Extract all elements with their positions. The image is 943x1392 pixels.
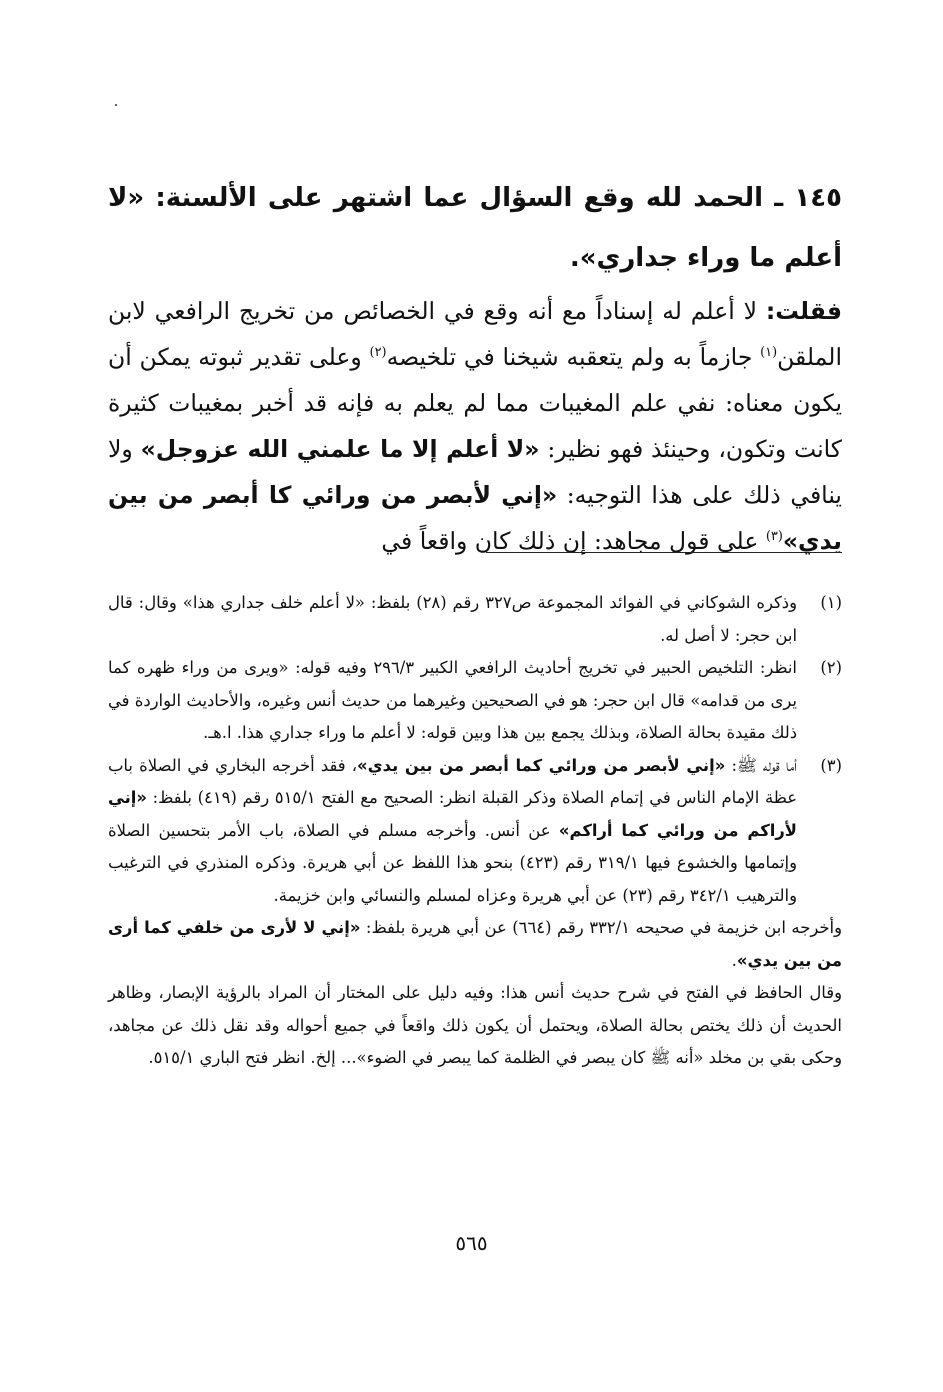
main-text-block <box>108 168 842 564</box>
hadith-quote: «إني لأبصر من ورائي كما أبصر من بين يدي» <box>357 755 726 775</box>
main-paragraph <box>108 288 842 564</box>
hadith-quote: «إني لأراكم من ورائي كما أراكم» <box>108 788 797 840</box>
text-run: وأخرجه ابن خزيمة في صحيحه ٣٣٢/١ رقم (٦٦٤) عن أبي هريرة بلفظ: <box>360 918 842 937</box>
footnote-ref-1[interactable]: (١) <box>760 345 778 361</box>
footnote-number: (١) <box>820 593 842 612</box>
footnote-text: وذكره الشوكاني في الفوائد المجموعة ص٣٢٧ رقم (٢٨) بلفظ: «لا أعلم خلف جداري هذا» وقال: قال ابن حجر: لا أصل له. <box>108 593 798 645</box>
footnote-continuation-1 <box>108 912 842 977</box>
hadith-quote: «إني لا لأرى من خلفي كما أرى من بين يدي» <box>108 918 842 970</box>
footnote-1 <box>108 587 842 652</box>
scan-speck <box>115 104 117 106</box>
footnote-text <box>108 750 797 913</box>
text-run: عن أنس. وأخرجه مسلم في الصلاة، باب الأمر بتحسين الصلاة وإتمامها والخشوع فيها ٣١٩/١ رقم (٤٢٣) بنحو هذا اللفظ عن أبي هريرة. وذكره المنذري في الترغيب والترهيب ٣٤٢/١ رقم (٢٣) عن أبي هريرة وعزاه لمسلم والنسائي وابن خزيمة. <box>108 820 798 905</box>
text-run: ولا ينافي ذلك على هذا التوجيه: <box>108 435 842 509</box>
footnotes <box>108 587 842 1075</box>
footnote-ref-3[interactable]: (٣) <box>765 529 783 545</box>
footnote-2 <box>108 652 842 750</box>
footnote-3 <box>108 750 842 913</box>
footnote-text: انظر: التلخيص الحبير في تخريج أحاديث الرافعي الكبير ٢٩٦/٣ وفيه قوله: «ويرى من وراء ظهره كما يرى من قدامه» قال ابن حجر: هو في الصحيحين وغيرهما من حديث أنس وغيره، والأحاديث الواردة في ذلك مقيدة بحالة الصلاة، وبذلك يجمع بين هذا وبين قوله: لا أعلم ما وراء جداري هذا. ا.هـ. <box>108 658 797 742</box>
quote-2: «إني لأبصر من ورائي كا أبصر من بين يدي» <box>108 481 842 555</box>
quote-1: «لا أعلم إلا ما علمني الله عزوجل» <box>140 435 540 463</box>
text-run: ، فقد أخرجه البخاري في الصلاة باب عظة الإمام الناس في إتمام الصلاة وذكر القبلة انظر: الصحيح مع الفتح ٥١٥/١ رقم (٤١٩) بلفظ: <box>108 755 797 807</box>
text-run: وعلى تقدير ثبوته يمكن أن يكون معناه: نفي علم المغيبات مما لم يعلم به فإنه قد أخبر بمغيبات كثيرة كانت وتكون، وحينئذ فهو نظير: <box>108 343 842 463</box>
entry-heading: ١٤٥ ـ الحمد لله وقع السؤال عما اشتهر على الألسنة: «لا أعلم ما وراء جداري». <box>108 183 842 273</box>
text-run: . <box>731 950 737 970</box>
footnote-continuation-2: وقال الحافظ في الفتح في شرح حديث أنس هذا: وفيه دليل على المختار أن المراد بالرؤية الإبصار، وظاهر الحديث أن ذلك يختص بحالة الصلاة، ويحتمل أن يكون ذلك واقعاً في جميع أحواله وقد نقل ذلك عن مجاهد، وحكى بقي بن مخلد «أنه ﷺ كان يبصر في الظلمة كما يبصر في الضوء»... إلخ. انظر فتح الباري ٥١٥/١. <box>108 983 842 1067</box>
text-run: جازماً به ولم يتعقبه شيخنا في تلخيصه <box>386 343 761 371</box>
text-run: على قول مجاهد: إن ذلك كان واقعاً في <box>381 527 766 555</box>
footnote-number: (٣) <box>820 755 842 775</box>
text-run: أما قوله ﷺ: <box>725 755 797 775</box>
footnote-ref-2[interactable]: (٢) <box>369 345 387 361</box>
page-number: ٥٦٥ <box>455 1231 488 1255</box>
footnote-number: (٢) <box>820 658 842 677</box>
text-run: لا أعلم له إسناداً مع أنه وقع في الخصائص من تخريج الرافعي لابن الملقن <box>108 297 842 371</box>
intro-word: فقلت: <box>765 297 842 325</box>
footnote-separator <box>486 552 842 553</box>
